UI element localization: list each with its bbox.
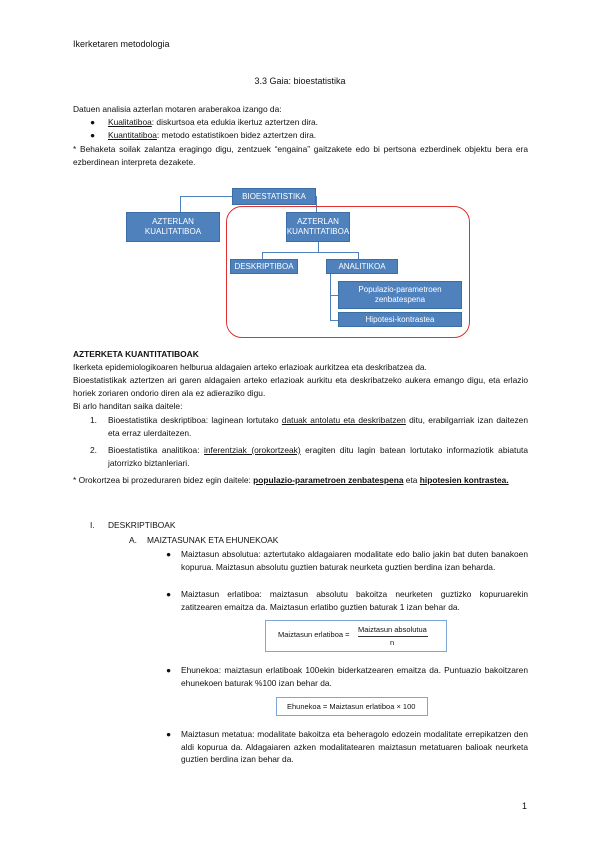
item-text: ditu, erabilgarriak izan daitezen eta erraz ulerdaitezen.	[108, 415, 529, 438]
bullet-dot-icon: ●	[166, 589, 172, 599]
note-text: eta	[403, 475, 420, 485]
item-text: eragiten ditu lagin batean lortutako informaziotik abiatuta jatorrizko biztanleriari.	[108, 445, 528, 468]
list-item: Maiztasun metatua: modalitate bakoitza eta beheragolo edozein modalitate errepikatzen den aldi kopurua da. Aldagaiaren azken modalitatearen maiztasun metatuaren balioak neurketa guztien berdina izan behar da.	[181, 729, 528, 764]
term-desc: : metodo estatistikoen bidez aztertzen dira.	[156, 130, 317, 140]
intro-text: Datuen analisia azterlan motaren araberakoa izango da:	[73, 104, 282, 114]
sub-letter: A.	[129, 535, 137, 545]
formula-denominator: n	[390, 638, 395, 647]
formula-lhs: Maiztasun erlatiboa =	[278, 630, 350, 639]
node-deskriptiboa: DESKRIPTIBOA	[230, 259, 298, 274]
term-kualitatiboa: Kualitatiboa	[108, 117, 152, 127]
note-underlined: hipotesien kontrastea.	[419, 475, 509, 485]
bullet-dot-icon: ●	[90, 130, 96, 140]
list-number: 2.	[90, 445, 97, 455]
connector	[330, 274, 331, 320]
paragraph: Bi arlo handitan saika daitele:	[73, 401, 183, 411]
connector	[262, 252, 263, 259]
heading-deskriptiboak: DESKRIPTIBOAK	[108, 520, 176, 530]
connector	[180, 196, 232, 197]
note-underlined: populazio-parametroen zenbatespena	[253, 475, 404, 485]
node-azterlan-kuantitatiboa: AZTERLAN KUANTITATIBOA	[286, 212, 350, 242]
connector	[358, 252, 359, 259]
term-kuantitatiboa: Kuantitatiboa	[108, 130, 157, 140]
list-item: Maiztasun erlatiboa: maiztasun absolutu bakoitza neurketen guztizko kopuruarekin zatitzearen emaitza da. Maiztasun erlatibo guztien baturak 1 izan behar da.	[181, 589, 528, 612]
note-text: * Orokortzea bi prozeduraren bidez egin daitele:	[73, 475, 254, 485]
bullet-dot-icon: ●	[90, 117, 96, 127]
formula-relative-frequency	[265, 620, 447, 652]
note-observation: * Behaketa soilak zalantza eragingo digu, zentzuek “engaina” gaitzakete edo bi pertsona ezberdinek objektu bera era ezberdinean interpreta dezakete.	[73, 144, 528, 167]
formula-text: Ehunekoa = Maiztasun erlatiboa × 100	[287, 702, 416, 711]
item-text: Bioestatistika analitikoa:	[108, 445, 205, 455]
list-item	[108, 129, 316, 142]
formula-numerator: Maiztasun absolutua	[358, 625, 427, 634]
list-number: 1.	[90, 415, 97, 425]
connector	[180, 196, 181, 212]
connector	[330, 320, 338, 321]
node-populazio-parametroen: Populazio-parametroen zenbatespena	[338, 281, 462, 309]
list-item	[108, 116, 318, 129]
list-item: Ehunekoa: maiztasun erlatiboak 100ekin biderkatzearen emaitza da. Puntuazio bakoitzaren ehunekoen baturak %100 izan behar da.	[181, 665, 528, 688]
page-title: 3.3 Gaia: bioestatistika	[254, 76, 346, 86]
page-number: 1	[521, 801, 527, 811]
roman-numeral: I.	[90, 520, 95, 530]
bullet-dot-icon: ●	[166, 729, 172, 739]
running-header: Ikerketaren metodologia	[73, 39, 170, 49]
paragraph: Bioestatistikak aztertzen ari garen aldagaien arteko erlazioak aurkitu eta deskribatzeko aukera emango digu, eta erlazio horiek zoriaren ondorio diren ala ez adieraziko digu.	[73, 375, 528, 398]
node-bioestatistika: BIOESTATISTIKA	[232, 188, 316, 205]
note-generalization	[73, 474, 528, 487]
node-analitikoa: ANALITIKOA	[326, 259, 398, 274]
list-item	[108, 444, 528, 469]
connector	[318, 242, 319, 252]
item-underlined: datuak antolatu eta deskribatzen	[281, 415, 406, 425]
node-azterlan-kualitatiboa: AZTERLAN KUALITATIBOA	[126, 212, 220, 242]
heading-maiztasunak: MAIZTASUNAK ETA EHUNEKOAK	[147, 535, 279, 545]
item-text: Bioestatistika deskriptiboa: laginean lortutako	[108, 415, 282, 425]
connector	[262, 252, 358, 253]
list-item: Maiztasun absolutua: aztertutako aldagaiaren modalitate edo balio jakin bat duten banakoen kopurua. Maiztasun absolutu guztien baturak neurketa guztien berdina izan beharda.	[181, 549, 528, 572]
bullet-dot-icon: ●	[166, 549, 172, 559]
formula-percentage	[276, 697, 428, 716]
item-underlined: inferentziak (orokortzeak)	[204, 445, 301, 455]
paragraph: Ikerketa epidemiologikoaren helburua aldagaien arteko erlazioak aurkitzea eta deskribatzea da.	[73, 362, 427, 372]
node-hipotesi-kontrastea: Hipotesi-kontrastea	[338, 312, 462, 327]
bullet-dot-icon: ●	[166, 665, 172, 675]
section-title: AZTERKETA KUANTITATIBOAK	[73, 349, 199, 359]
connector	[330, 295, 338, 296]
term-desc: : diskurtsoa eta edukia ikertuz aztertzen dira.	[151, 117, 318, 127]
list-item	[108, 414, 528, 439]
